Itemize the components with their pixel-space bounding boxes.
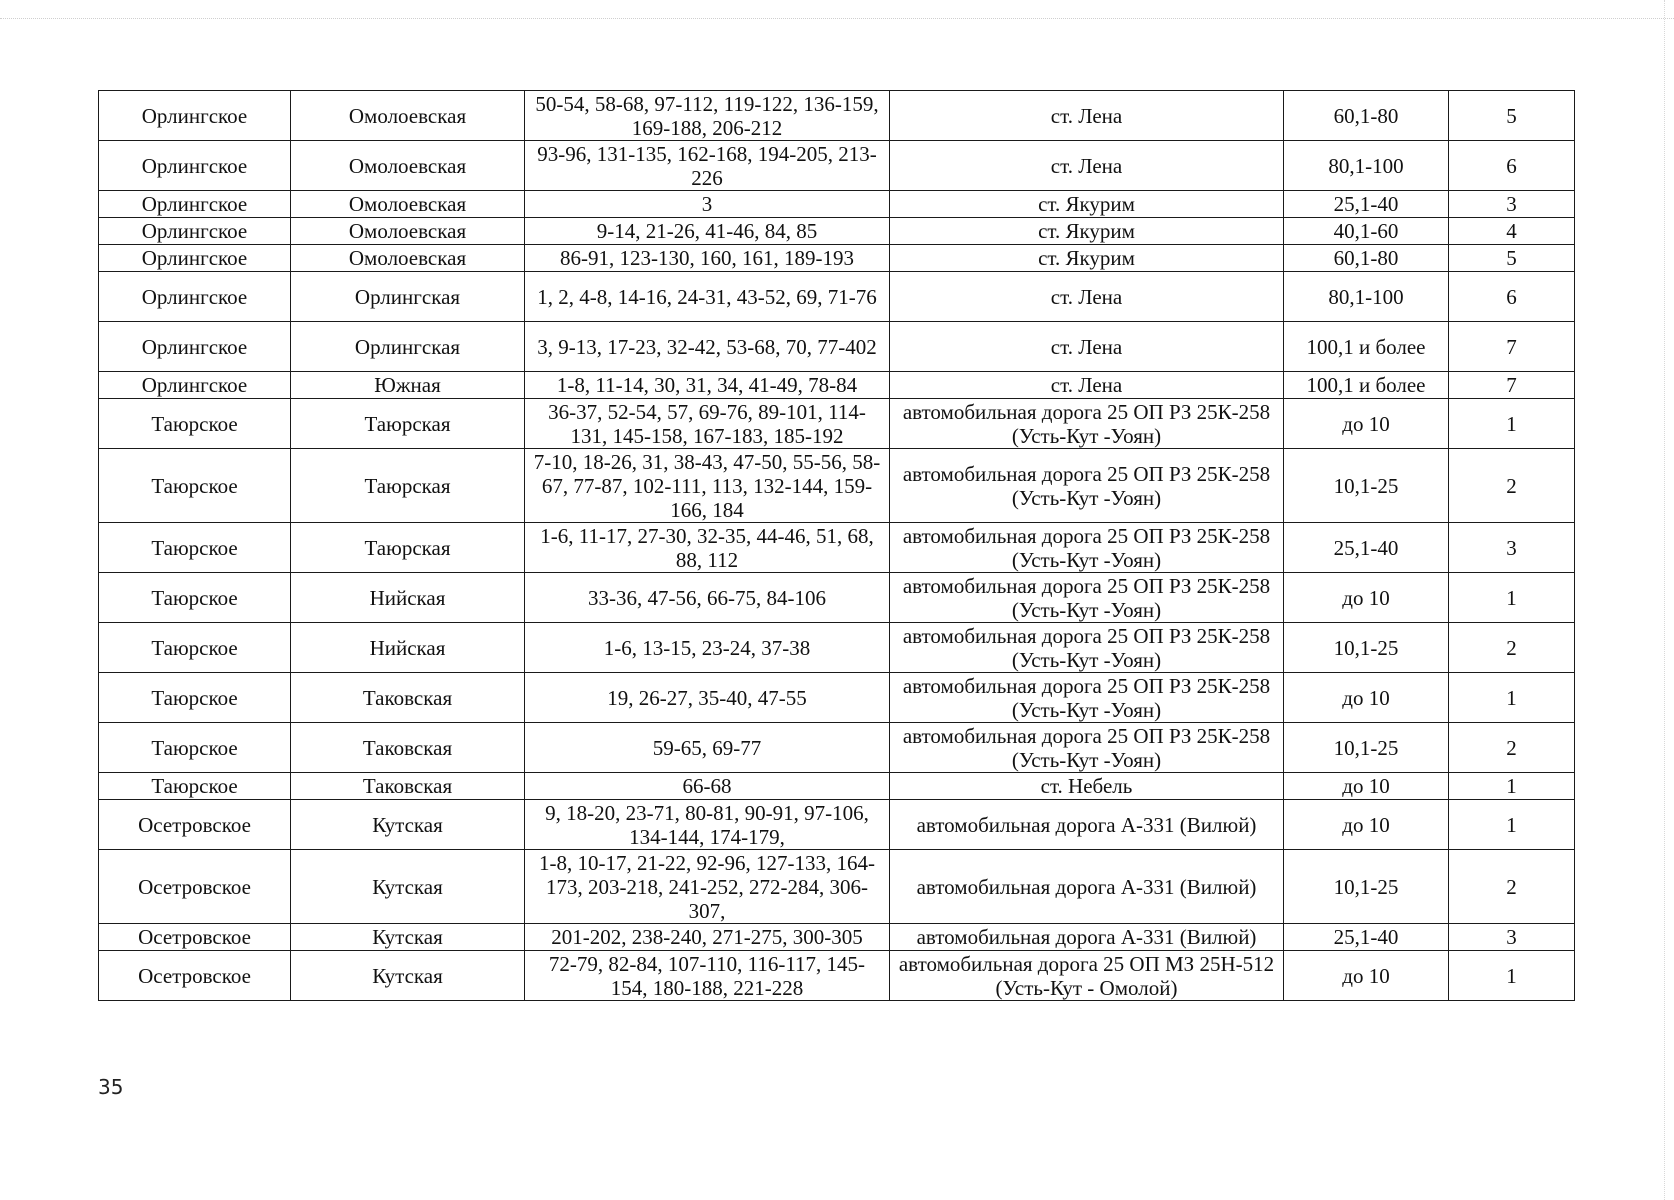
quarters-cell: 1, 2, 4-8, 14-16, 24-31, 43-52, 69, 71-76 [525,272,890,322]
settlement-cell: Орлингское [99,218,291,245]
quarters-cell: 7-10, 18-26, 31, 38-43, 47-50, 55-56, 58-67, 77-87, 102-111, 113, 132-144, 159-166, 184 [525,449,890,523]
forestry-cell: Орлингская [291,322,525,372]
class-cell: 3 [1449,191,1575,218]
class-cell: 7 [1449,322,1575,372]
table-row [99,623,1575,673]
class-cell: 1 [1449,773,1575,800]
settlement-cell: Осетровское [99,850,291,924]
settlement-cell: Осетровское [99,800,291,850]
quarters-cell: 201-202, 238-240, 271-275, 300-305 [525,924,890,951]
settlement-cell: Орлингское [99,91,291,141]
forestry-cell: Омолоевская [291,191,525,218]
road-cell: автомобильная дорога А-331 (Вилюй) [890,800,1284,850]
road-cell: автомобильная дорога 25 ОП РЗ 25К-258 (Усть-Кут -Уоян) [890,673,1284,723]
settlement-cell: Таюрское [99,673,291,723]
table-row [99,91,1575,141]
quarters-cell: 33-36, 47-56, 66-75, 84-106 [525,573,890,623]
table-row [99,573,1575,623]
road-cell: ст. Якурим [890,218,1284,245]
quarters-cell: 3, 9-13, 17-23, 32-42, 53-68, 70, 77-402 [525,322,890,372]
class-cell: 2 [1449,449,1575,523]
table-row [99,773,1575,800]
settlement-cell: Орлингское [99,245,291,272]
road-cell: ст. Лена [890,372,1284,399]
road-cell: ст. Лена [890,91,1284,141]
class-cell: 1 [1449,573,1575,623]
distance-cell: 80,1-100 [1284,141,1449,191]
quarters-cell: 1-6, 11-17, 27-30, 32-35, 44-46, 51, 68, 88, 112 [525,523,890,573]
forestry-cell: Таковская [291,673,525,723]
distance-cell: 25,1-40 [1284,523,1449,573]
distance-cell: 25,1-40 [1284,924,1449,951]
class-cell: 7 [1449,372,1575,399]
road-cell: автомобильная дорога 25 ОП РЗ 25К-258 (Усть-Кут -Уоян) [890,449,1284,523]
quarters-cell: 9-14, 21-26, 41-46, 84, 85 [525,218,890,245]
quarters-cell: 1-8, 10-17, 21-22, 92-96, 127-133, 164-173, 203-218, 241-252, 272-284, 306-307, [525,850,890,924]
settlement-cell: Орлингское [99,272,291,322]
road-cell: автомобильная дорога 25 ОП РЗ 25К-258 (Усть-Кут -Уоян) [890,573,1284,623]
distance-cell: до 10 [1284,800,1449,850]
distance-cell: 10,1-25 [1284,850,1449,924]
forestry-cell: Таюрская [291,449,525,523]
settlement-cell: Таюрское [99,723,291,773]
settlement-cell: Осетровское [99,951,291,1001]
table-row [99,322,1575,372]
settlement-cell: Орлингское [99,141,291,191]
table-row [99,272,1575,322]
forestry-cell: Омолоевская [291,141,525,191]
road-cell: ст. Лена [890,322,1284,372]
forestry-cell: Таюрская [291,399,525,449]
class-cell: 3 [1449,924,1575,951]
class-cell: 5 [1449,91,1575,141]
class-cell: 5 [1449,245,1575,272]
distance-cell: 10,1-25 [1284,723,1449,773]
quarters-cell: 19, 26-27, 35-40, 47-55 [525,673,890,723]
distance-cell: 100,1 и более [1284,322,1449,372]
class-cell: 2 [1449,850,1575,924]
distance-cell: 80,1-100 [1284,272,1449,322]
class-cell: 2 [1449,623,1575,673]
road-cell: автомобильная дорога 25 ОП МЗ 25Н-512 (Усть-Кут - Омолой) [890,951,1284,1001]
forestry-cell: Таковская [291,723,525,773]
settlement-cell: Таюрское [99,623,291,673]
table-row [99,141,1575,191]
quarters-cell: 50-54, 58-68, 97-112, 119-122, 136-159, 169-188, 206-212 [525,91,890,141]
quarters-cell: 36-37, 52-54, 57, 69-76, 89-101, 114-131, 145-158, 167-183, 185-192 [525,399,890,449]
forestry-cell: Таковская [291,773,525,800]
class-cell: 2 [1449,723,1575,773]
distance-cell: до 10 [1284,673,1449,723]
class-cell: 4 [1449,218,1575,245]
settlement-cell: Таюрское [99,449,291,523]
road-cell: автомобильная дорога А-331 (Вилюй) [890,924,1284,951]
settlement-cell: Орлингское [99,322,291,372]
table-row [99,218,1575,245]
class-cell: 1 [1449,673,1575,723]
forestry-cell: Кутская [291,850,525,924]
page-number: 35 [98,1075,124,1099]
forestry-cell: Южная [291,372,525,399]
forestry-cell: Кутская [291,951,525,1001]
table-row [99,449,1575,523]
class-cell: 1 [1449,399,1575,449]
table-row [99,523,1575,573]
settlement-cell: Орлингское [99,372,291,399]
forestry-cell: Омолоевская [291,218,525,245]
class-cell: 1 [1449,800,1575,850]
forestry-cell: Кутская [291,924,525,951]
page-right-edge [1664,0,1665,1200]
table-row [99,951,1575,1001]
road-cell: автомобильная дорога 25 ОП РЗ 25К-258 (Усть-Кут -Уоян) [890,523,1284,573]
road-cell: ст. Небель [890,773,1284,800]
distance-cell: 10,1-25 [1284,449,1449,523]
road-cell: автомобильная дорога А-331 (Вилюй) [890,850,1284,924]
page-top-edge [0,18,1674,19]
distance-cell: до 10 [1284,399,1449,449]
table-row [99,800,1575,850]
table-row [99,372,1575,399]
settlement-cell: Таюрское [99,573,291,623]
settlement-cell: Таюрское [99,399,291,449]
distance-cell: до 10 [1284,773,1449,800]
distance-cell: 100,1 и более [1284,372,1449,399]
quarters-cell: 9, 18-20, 23-71, 80-81, 90-91, 97-106, 134-144, 174-179, [525,800,890,850]
forestry-cell: Орлингская [291,272,525,322]
settlement-cell: Орлингское [99,191,291,218]
distance-cell: до 10 [1284,951,1449,1001]
forestry-cell: Омолоевская [291,245,525,272]
table-row [99,399,1575,449]
distance-cell: до 10 [1284,573,1449,623]
settlement-cell: Таюрское [99,773,291,800]
forestry-cell: Кутская [291,800,525,850]
table-body [99,91,1575,1001]
class-cell: 6 [1449,141,1575,191]
road-cell: ст. Лена [890,141,1284,191]
settlement-cell: Таюрское [99,523,291,573]
table-row [99,673,1575,723]
table-row [99,245,1575,272]
forestry-cell: Таюрская [291,523,525,573]
table-row [99,850,1575,924]
table-row [99,723,1575,773]
road-cell: автомобильная дорога 25 ОП РЗ 25К-258 (Усть-Кут -Уоян) [890,723,1284,773]
class-cell: 1 [1449,951,1575,1001]
forest-distance-table [98,90,1575,1001]
distance-cell: 60,1-80 [1284,245,1449,272]
quarters-cell: 1-6, 13-15, 23-24, 37-38 [525,623,890,673]
quarters-cell: 1-8, 11-14, 30, 31, 34, 41-49, 78-84 [525,372,890,399]
table-row [99,191,1575,218]
forestry-cell: Нийская [291,573,525,623]
distance-cell: 40,1-60 [1284,218,1449,245]
quarters-cell: 93-96, 131-135, 162-168, 194-205, 213-226 [525,141,890,191]
settlement-cell: Осетровское [99,924,291,951]
forestry-cell: Омолоевская [291,91,525,141]
distance-cell: 10,1-25 [1284,623,1449,673]
road-cell: ст. Якурим [890,191,1284,218]
distance-cell: 25,1-40 [1284,191,1449,218]
class-cell: 6 [1449,272,1575,322]
quarters-cell: 86-91, 123-130, 160, 161, 189-193 [525,245,890,272]
forestry-cell: Нийская [291,623,525,673]
quarters-cell: 72-79, 82-84, 107-110, 116-117, 145-154, 180-188, 221-228 [525,951,890,1001]
road-cell: ст. Якурим [890,245,1284,272]
class-cell: 3 [1449,523,1575,573]
road-cell: автомобильная дорога 25 ОП РЗ 25К-258 (Усть-Кут -Уоян) [890,623,1284,673]
road-cell: автомобильная дорога 25 ОП РЗ 25К-258 (Усть-Кут -Уоян) [890,399,1284,449]
quarters-cell: 66-68 [525,773,890,800]
road-cell: ст. Лена [890,272,1284,322]
quarters-cell: 3 [525,191,890,218]
quarters-cell: 59-65, 69-77 [525,723,890,773]
table-row [99,924,1575,951]
distance-cell: 60,1-80 [1284,91,1449,141]
